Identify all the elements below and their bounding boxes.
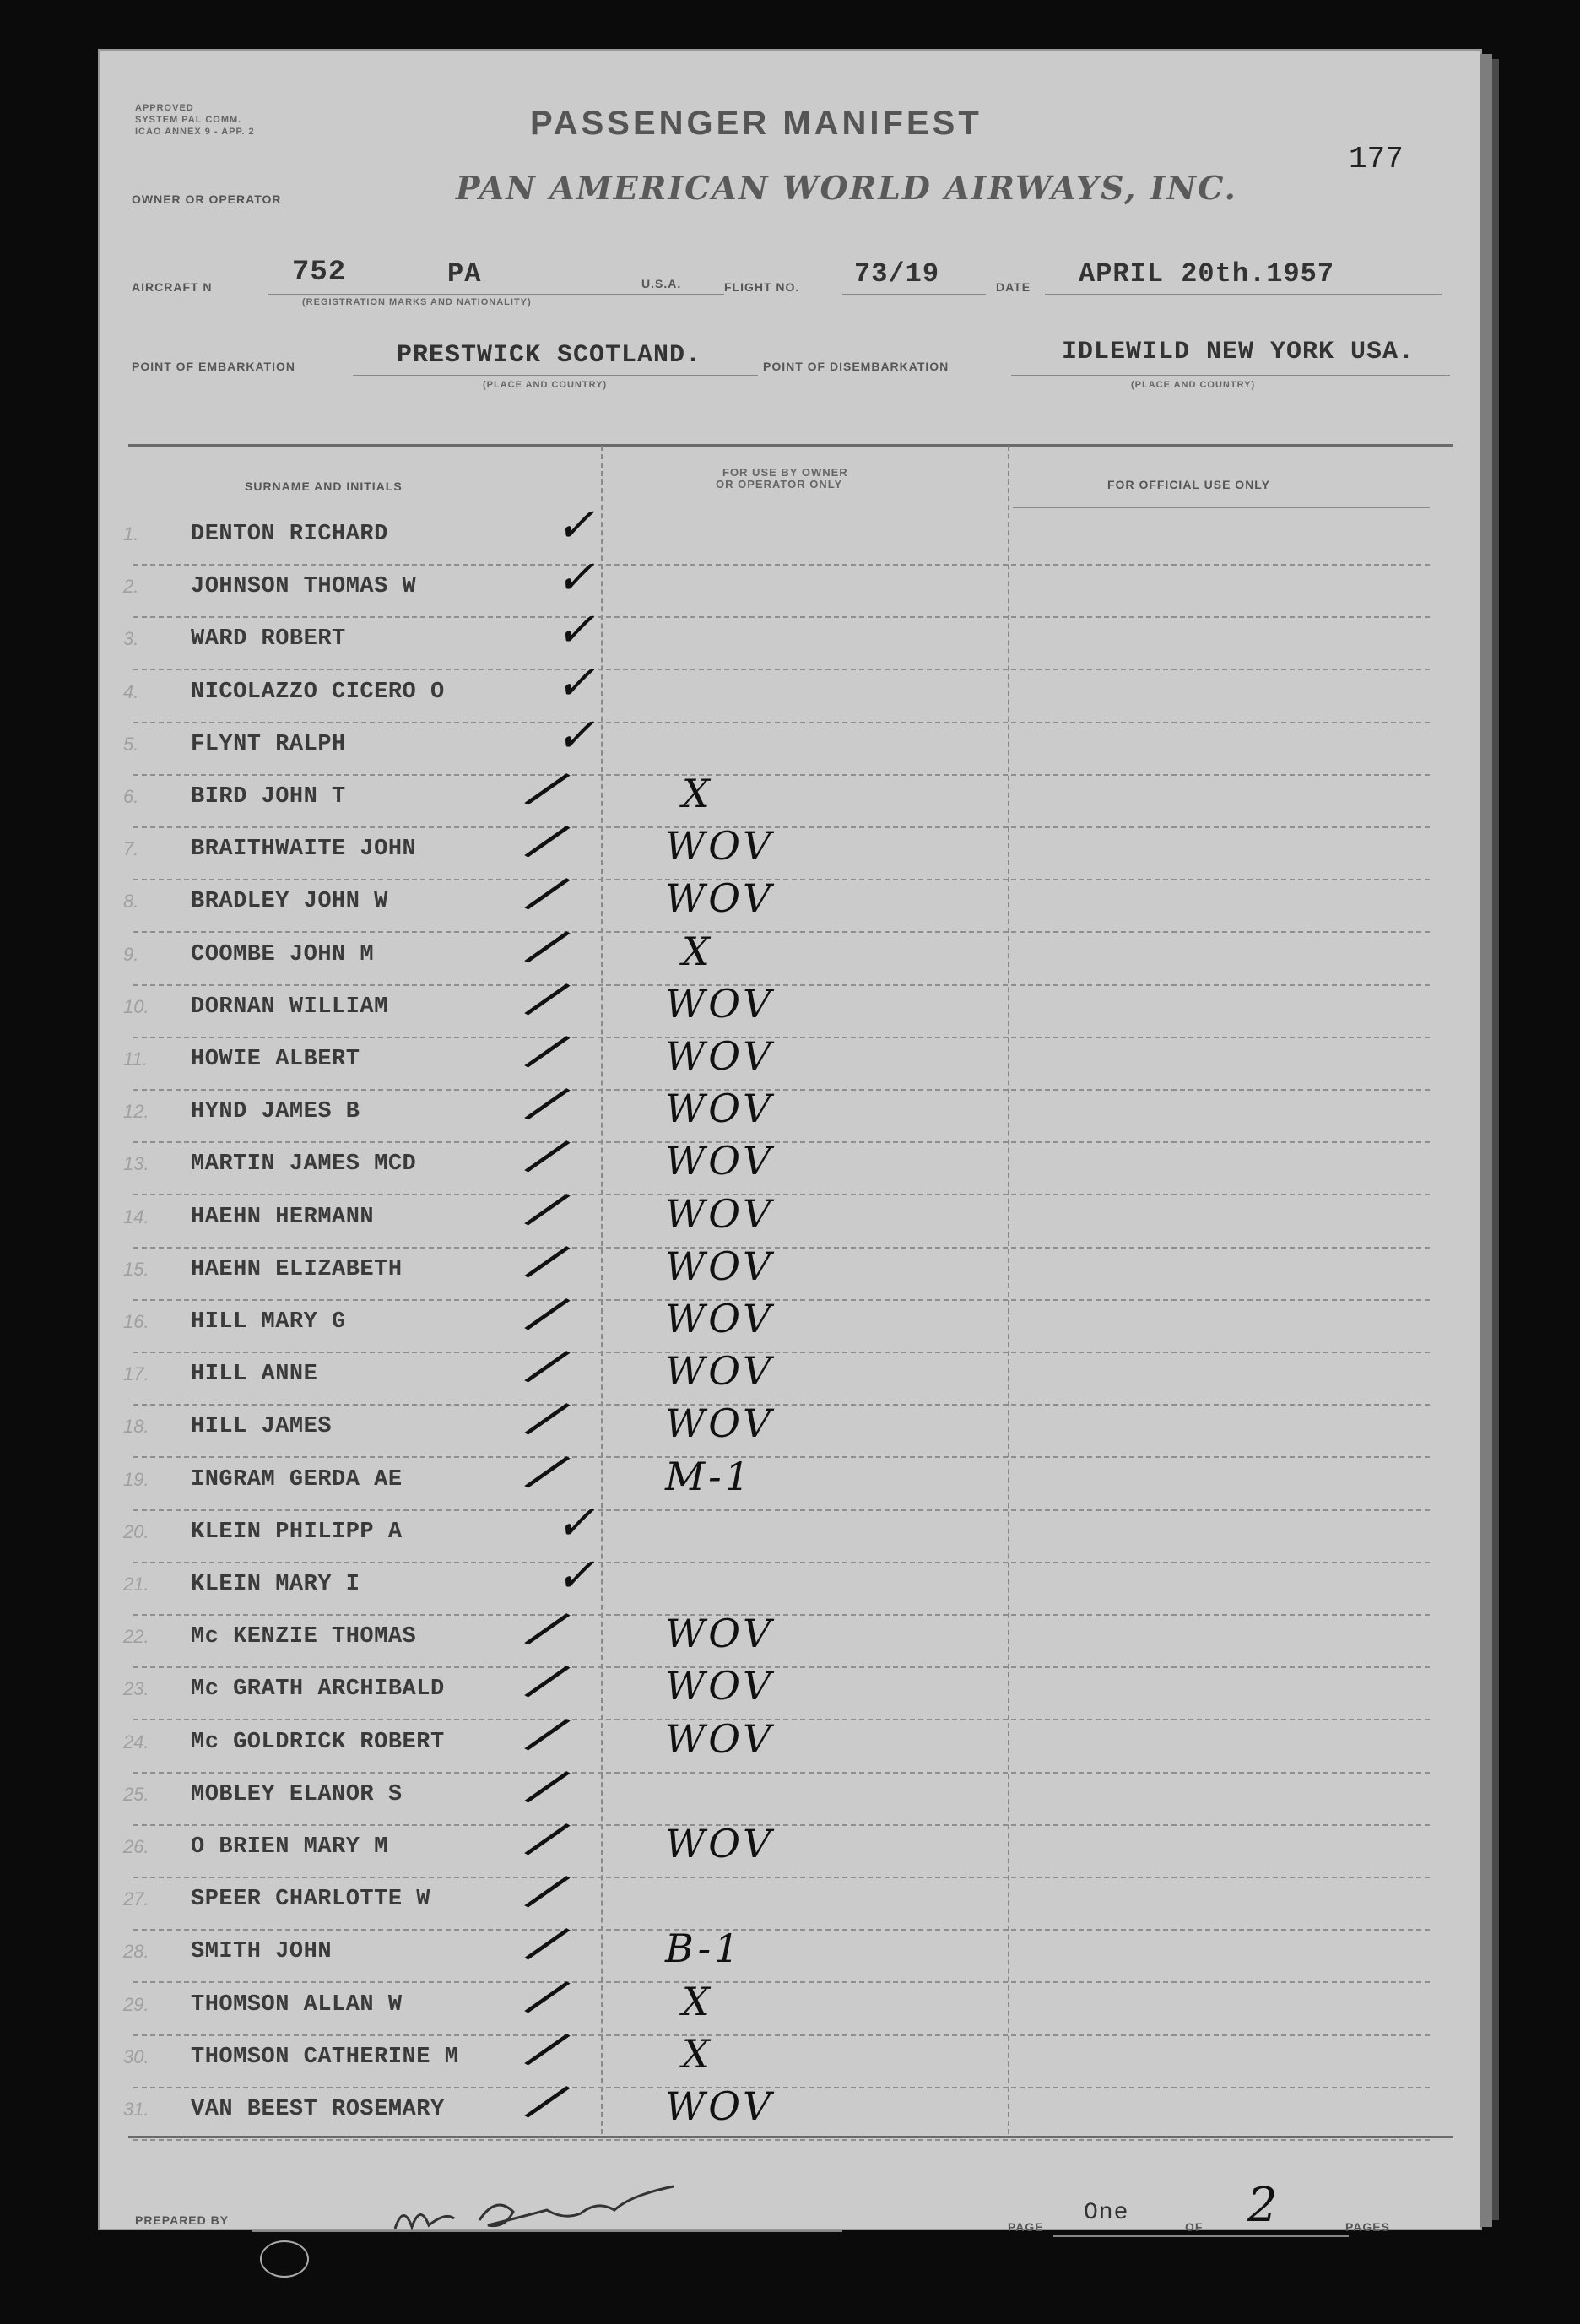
embark-label: POINT OF EMBARKATION	[132, 360, 295, 373]
status-code: WOV	[665, 980, 775, 1027]
row-number: 12.	[123, 1101, 149, 1123]
signature-image	[387, 2170, 690, 2245]
row-number: 2.	[123, 576, 139, 598]
row-number: 8.	[123, 891, 139, 913]
row-number: 21.	[123, 1574, 149, 1595]
passenger-row	[100, 498, 1480, 566]
check-mark: ✓	[555, 1548, 595, 1603]
check-mark: /	[524, 1174, 572, 1242]
check-mark: ✓	[555, 550, 595, 606]
check-mark: /	[524, 859, 572, 927]
row-number: 3.	[123, 628, 139, 650]
passenger-name: SPEER CHARLOTTE W	[191, 1887, 430, 1913]
page-number: 177	[1349, 142, 1404, 176]
passenger-row	[100, 1805, 1480, 1878]
check-mark: /	[524, 2015, 572, 2082]
check-mark: /	[524, 807, 572, 874]
check-mark: ✓	[555, 498, 595, 553]
row-number: 13.	[123, 1153, 149, 1175]
page-edge	[1492, 59, 1499, 2220]
date-value: APRIL 20th.1957	[1079, 258, 1335, 290]
check-mark: /	[524, 1699, 572, 1767]
passenger-row	[100, 1332, 1480, 1406]
passenger-name: BRADLEY JOHN W	[191, 889, 388, 915]
passenger-name: O BRIEN MARY M	[191, 1834, 388, 1860]
aircraft-value: 752	[292, 257, 347, 289]
row-number: 7.	[123, 838, 139, 860]
aircraft-label: AIRCRAFT N	[132, 280, 213, 294]
row-number: 28.	[123, 1941, 149, 1963]
passenger-name: KLEIN PHILIPP A	[191, 1519, 403, 1545]
row-number: 24.	[123, 1731, 149, 1752]
passenger-name: HOWIE ALBERT	[191, 1047, 360, 1072]
passenger-row	[100, 755, 1480, 828]
check-mark: /	[524, 965, 572, 1032]
check-mark: /	[524, 1595, 572, 1661]
passenger-row	[100, 603, 1480, 670]
status-code: WOV	[665, 1243, 775, 1289]
row-number: 18.	[123, 1416, 149, 1438]
passenger-row	[100, 1384, 1480, 1458]
passenger-row	[100, 2067, 1480, 2141]
row-number: 9.	[123, 943, 139, 965]
check-mark: /	[524, 755, 572, 821]
row-number: 27.	[123, 1888, 149, 1910]
column-header-owner: FOR USE BY OWNER	[722, 466, 848, 479]
row-number: 5.	[123, 733, 139, 755]
row-number: 4.	[123, 680, 139, 702]
passenger-row	[100, 1437, 1480, 1511]
row-number: 29.	[123, 1993, 149, 2015]
status-code: WOV	[665, 875, 775, 922]
passenger-row	[100, 1857, 1480, 1931]
check-mark: /	[524, 1857, 572, 1924]
passenger-row	[100, 2015, 1480, 2088]
check-mark: /	[524, 1332, 572, 1399]
flight-label: FLIGHT NO.	[724, 280, 800, 294]
manifest-sheet	[100, 51, 1480, 2234]
status-code: B-1	[665, 1926, 743, 1972]
prepared-label: PREPARED BY	[135, 2213, 230, 2227]
row-number: 16.	[123, 1311, 149, 1332]
row-number: 22.	[123, 1626, 149, 1648]
row-number: 15.	[123, 1258, 149, 1280]
check-mark: /	[524, 1017, 572, 1084]
row-number: 23.	[123, 1678, 149, 1700]
approval-note: ICAO ANNEX 9 - APP. 2	[135, 127, 255, 137]
passenger-row	[100, 655, 1480, 723]
page-label: PAGE	[1008, 2220, 1044, 2234]
date-label: DATE	[996, 280, 1031, 294]
approval-note: SYSTEM PAL COMM.	[135, 115, 242, 125]
check-mark: /	[524, 1070, 572, 1136]
disembark-label: POINT OF DISEMBARKATION	[763, 360, 950, 373]
status-code: WOV	[665, 1821, 775, 1866]
status-code: X	[682, 2030, 713, 2077]
passenger-row	[100, 1017, 1480, 1091]
check-mark: /	[524, 2067, 572, 2134]
passenger-row	[100, 1495, 1480, 1563]
passenger-name: HAEHN HERMANN	[191, 1204, 375, 1230]
status-code: WOV	[665, 1400, 775, 1447]
status-code: WOV	[665, 1296, 775, 1341]
row-number: 1.	[123, 523, 139, 544]
disembark-value: IDLEWILD NEW YORK USA.	[1062, 338, 1415, 366]
status-code: X	[682, 928, 713, 974]
passenger-row	[100, 707, 1480, 776]
row-number: 19.	[123, 1468, 149, 1490]
row-number: 20.	[123, 1520, 149, 1542]
passenger-name: KLEIN MARY I	[191, 1572, 360, 1597]
passenger-name: WARD ROBERT	[191, 626, 346, 653]
status-code: WOV	[665, 1715, 775, 1762]
check-mark: ✓	[555, 707, 595, 763]
passenger-name: JOHNSON THOMAS W	[191, 574, 417, 600]
passenger-name: MOBLEY ELANOR S	[191, 1781, 403, 1807]
passenger-row	[100, 807, 1480, 880]
check-mark: ✓	[555, 1495, 595, 1551]
passenger-name: NICOLAZZO CICERO O	[191, 679, 445, 705]
page-value: One	[1084, 2200, 1129, 2226]
passenger-name: COOMBE JOHN M	[191, 941, 375, 967]
check-mark: /	[524, 1227, 572, 1294]
check-mark: /	[524, 1437, 572, 1504]
passenger-name: SMITH JOHN	[191, 1939, 333, 1965]
status-code: X	[682, 771, 713, 816]
aircraft-nationality: PA	[447, 258, 482, 290]
status-code: X	[682, 1978, 713, 2024]
passenger-row	[100, 1548, 1480, 1616]
status-code: WOV	[665, 1086, 775, 1132]
pages-label: PAGES	[1345, 2220, 1390, 2234]
check-mark: /	[524, 1752, 572, 1819]
approval-note: APPROVED	[135, 103, 194, 113]
row-number: 30.	[123, 2045, 149, 2067]
passenger-name: THOMSON ALLAN W	[191, 1991, 403, 2018]
status-code: WOV	[665, 1348, 775, 1395]
passenger-row	[100, 1962, 1480, 2036]
row-rule	[133, 2139, 1430, 2141]
passenger-name: HILL ANNE	[191, 1362, 318, 1388]
owner-value: PAN AMERICAN WORLD AIRWAYS, INC.	[456, 169, 1237, 207]
passenger-name: VAN BEEST ROSEMARY	[191, 2097, 445, 2122]
row-number: 17.	[123, 1363, 149, 1385]
page-edge	[1480, 54, 1492, 2227]
place-caption: (PLACE AND COUNTRY)	[1131, 380, 1256, 390]
embark-value: PRESTWICK SCOTLAND.	[397, 341, 702, 370]
check-mark: /	[524, 1647, 572, 1715]
passenger-name: HYND JAMES B	[191, 1099, 360, 1125]
passenger-name: INGRAM GERDA AE	[191, 1466, 403, 1492]
passenger-name: FLYNT RALPH	[191, 731, 346, 757]
status-code: WOV	[665, 1663, 775, 1709]
passenger-row	[100, 1070, 1480, 1143]
of-label: OF	[1185, 2220, 1204, 2234]
passenger-name: Mc KENZIE THOMAS	[191, 1624, 417, 1650]
status-code: WOV	[665, 1138, 775, 1184]
status-code: WOV	[665, 2083, 775, 2129]
check-mark: /	[524, 912, 572, 979]
passenger-name: THOMSON CATHERINE M	[191, 2044, 459, 2070]
check-mark: /	[524, 1962, 572, 2029]
country-label: U.S.A.	[641, 277, 682, 290]
status-code: WOV	[665, 823, 775, 869]
row-number: 10.	[123, 995, 149, 1017]
column-header-owner: OR OPERATOR ONLY	[716, 478, 843, 490]
column-header-official: FOR OFFICIAL USE ONLY	[1107, 478, 1270, 491]
passenger-name: DENTON RICHARD	[191, 522, 388, 547]
passenger-name: HILL JAMES	[191, 1414, 333, 1440]
passenger-row	[100, 1122, 1480, 1195]
passenger-row	[100, 1174, 1480, 1249]
flight-value: 73/19	[854, 258, 940, 290]
row-number: 6.	[123, 786, 139, 807]
passenger-name: MARTIN JAMES MCD	[191, 1151, 417, 1178]
check-mark: /	[524, 1280, 572, 1346]
passenger-row	[100, 1752, 1480, 1826]
status-code: M-1	[665, 1453, 753, 1499]
passenger-name: BIRD JOHN T	[191, 784, 346, 810]
aircraft-caption: (REGISTRATION MARKS AND NATIONALITY)	[302, 297, 532, 307]
passenger-name: HILL MARY G	[191, 1309, 346, 1335]
passenger-name: Mc GRATH ARCHIBALD	[191, 1677, 445, 1703]
place-caption: (PLACE AND COUNTRY)	[483, 380, 608, 390]
check-mark: /	[524, 1122, 572, 1189]
passenger-name: HAEHN ELIZABETH	[191, 1256, 403, 1282]
row-number: 25.	[123, 1783, 149, 1805]
check-mark: /	[524, 1805, 572, 1872]
passenger-row	[100, 550, 1480, 618]
of-value: 2	[1247, 2178, 1278, 2233]
passenger-row	[100, 912, 1480, 986]
passenger-name: Mc GOLDRICK ROBERT	[191, 1729, 445, 1755]
row-number: 11.	[123, 1048, 148, 1070]
check-mark: /	[524, 1384, 572, 1452]
row-number: 31.	[123, 2099, 149, 2120]
passenger-row	[100, 859, 1480, 933]
row-number: 26.	[123, 1836, 149, 1857]
row-number: 14.	[123, 1205, 149, 1227]
passenger-row	[100, 965, 1480, 1038]
passenger-name: BRAITHWAITE JOHN	[191, 837, 417, 863]
page-title: PASSENGER MANIFEST	[530, 105, 982, 142]
status-code: WOV	[665, 1033, 775, 1079]
status-code: WOV	[665, 1611, 775, 1657]
owner-label: OWNER OR OPERATOR	[132, 192, 282, 206]
passenger-row	[100, 1647, 1480, 1720]
passenger-row	[100, 1227, 1480, 1301]
check-mark: ✓	[555, 603, 595, 658]
passenger-row	[100, 1910, 1480, 1983]
printer-stamp	[260, 2240, 309, 2278]
check-mark: /	[524, 1910, 572, 1977]
status-code: WOV	[665, 1190, 775, 1237]
passenger-row	[100, 1595, 1480, 1668]
passenger-name: DORNAN WILLIAM	[191, 994, 388, 1020]
passenger-row	[100, 1280, 1480, 1353]
check-mark: ✓	[555, 655, 595, 711]
passenger-row	[100, 1699, 1480, 1774]
column-header-name: SURNAME AND INITIALS	[245, 479, 403, 493]
